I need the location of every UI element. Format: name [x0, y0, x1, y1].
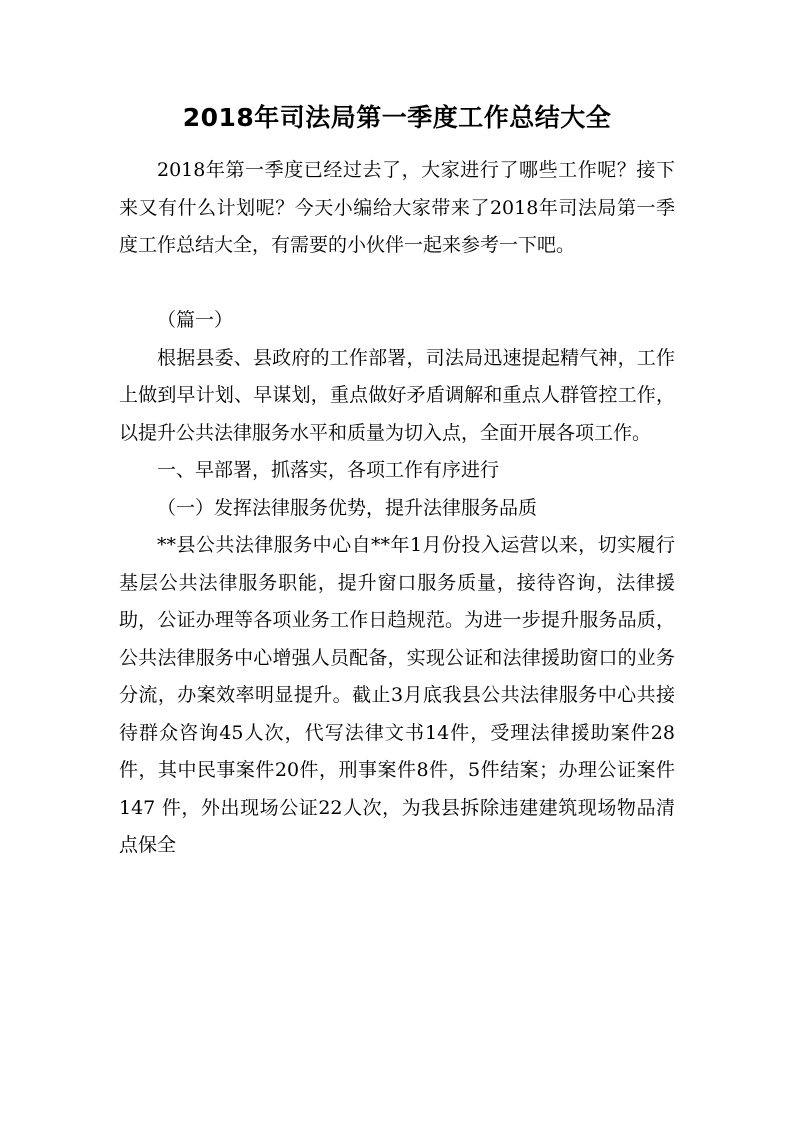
subsection-heading: （一）发挥法律服务优势，提升法律服务品质: [157, 496, 538, 519]
body-paragraph: 根据县委、县政府的工作部署，司法局迅速提起精气神，工作上做到早计划、早谋划，重点做好矛盾调解和重点人群管控工作，以提升公共法律服务水平和质量为切入点，全面开展各项工作。: [119, 346, 675, 444]
document-title: 2018年司法局第一季度工作总结大全: [182, 103, 612, 132]
section-label: （篇一）: [157, 309, 234, 331]
body-paragraph: **县公共法律服务中心自**年1月份投入运营以来，切实履行基层公共法律服务职能，提升窗口服务质量，接待咨询，法律援助，公证办理等各项业务工作日趋规范。为进一步提升服务品质，公共法律服务中心增强人员配备，实现公证和法律援助窗口的业务分流，办案效率明显提升。截止3月底我县公共法律服务中心共接待群众咨询45人次，代写法律文书14件，受理法律援助案件28件，其中民事案件20件，刑事案件8件，5件结案；办理公证案件 147 件，外出现场公证22人次，为我县拆除违建建筑现场物品清点保全: [119, 534, 675, 856]
document-body: [119, 152, 675, 865]
section-heading: 一、早部署，抓落实，各项工作有序进行: [157, 459, 500, 481]
intro-paragraph: 2018年第一季度已经过去了，大家进行了哪些工作呢？接下来又有什么计划呢？今天小编给大家带来了2018年司法局第一季度工作总结大全，有需要的小伙伴一起来参考一下吧。: [119, 159, 675, 256]
